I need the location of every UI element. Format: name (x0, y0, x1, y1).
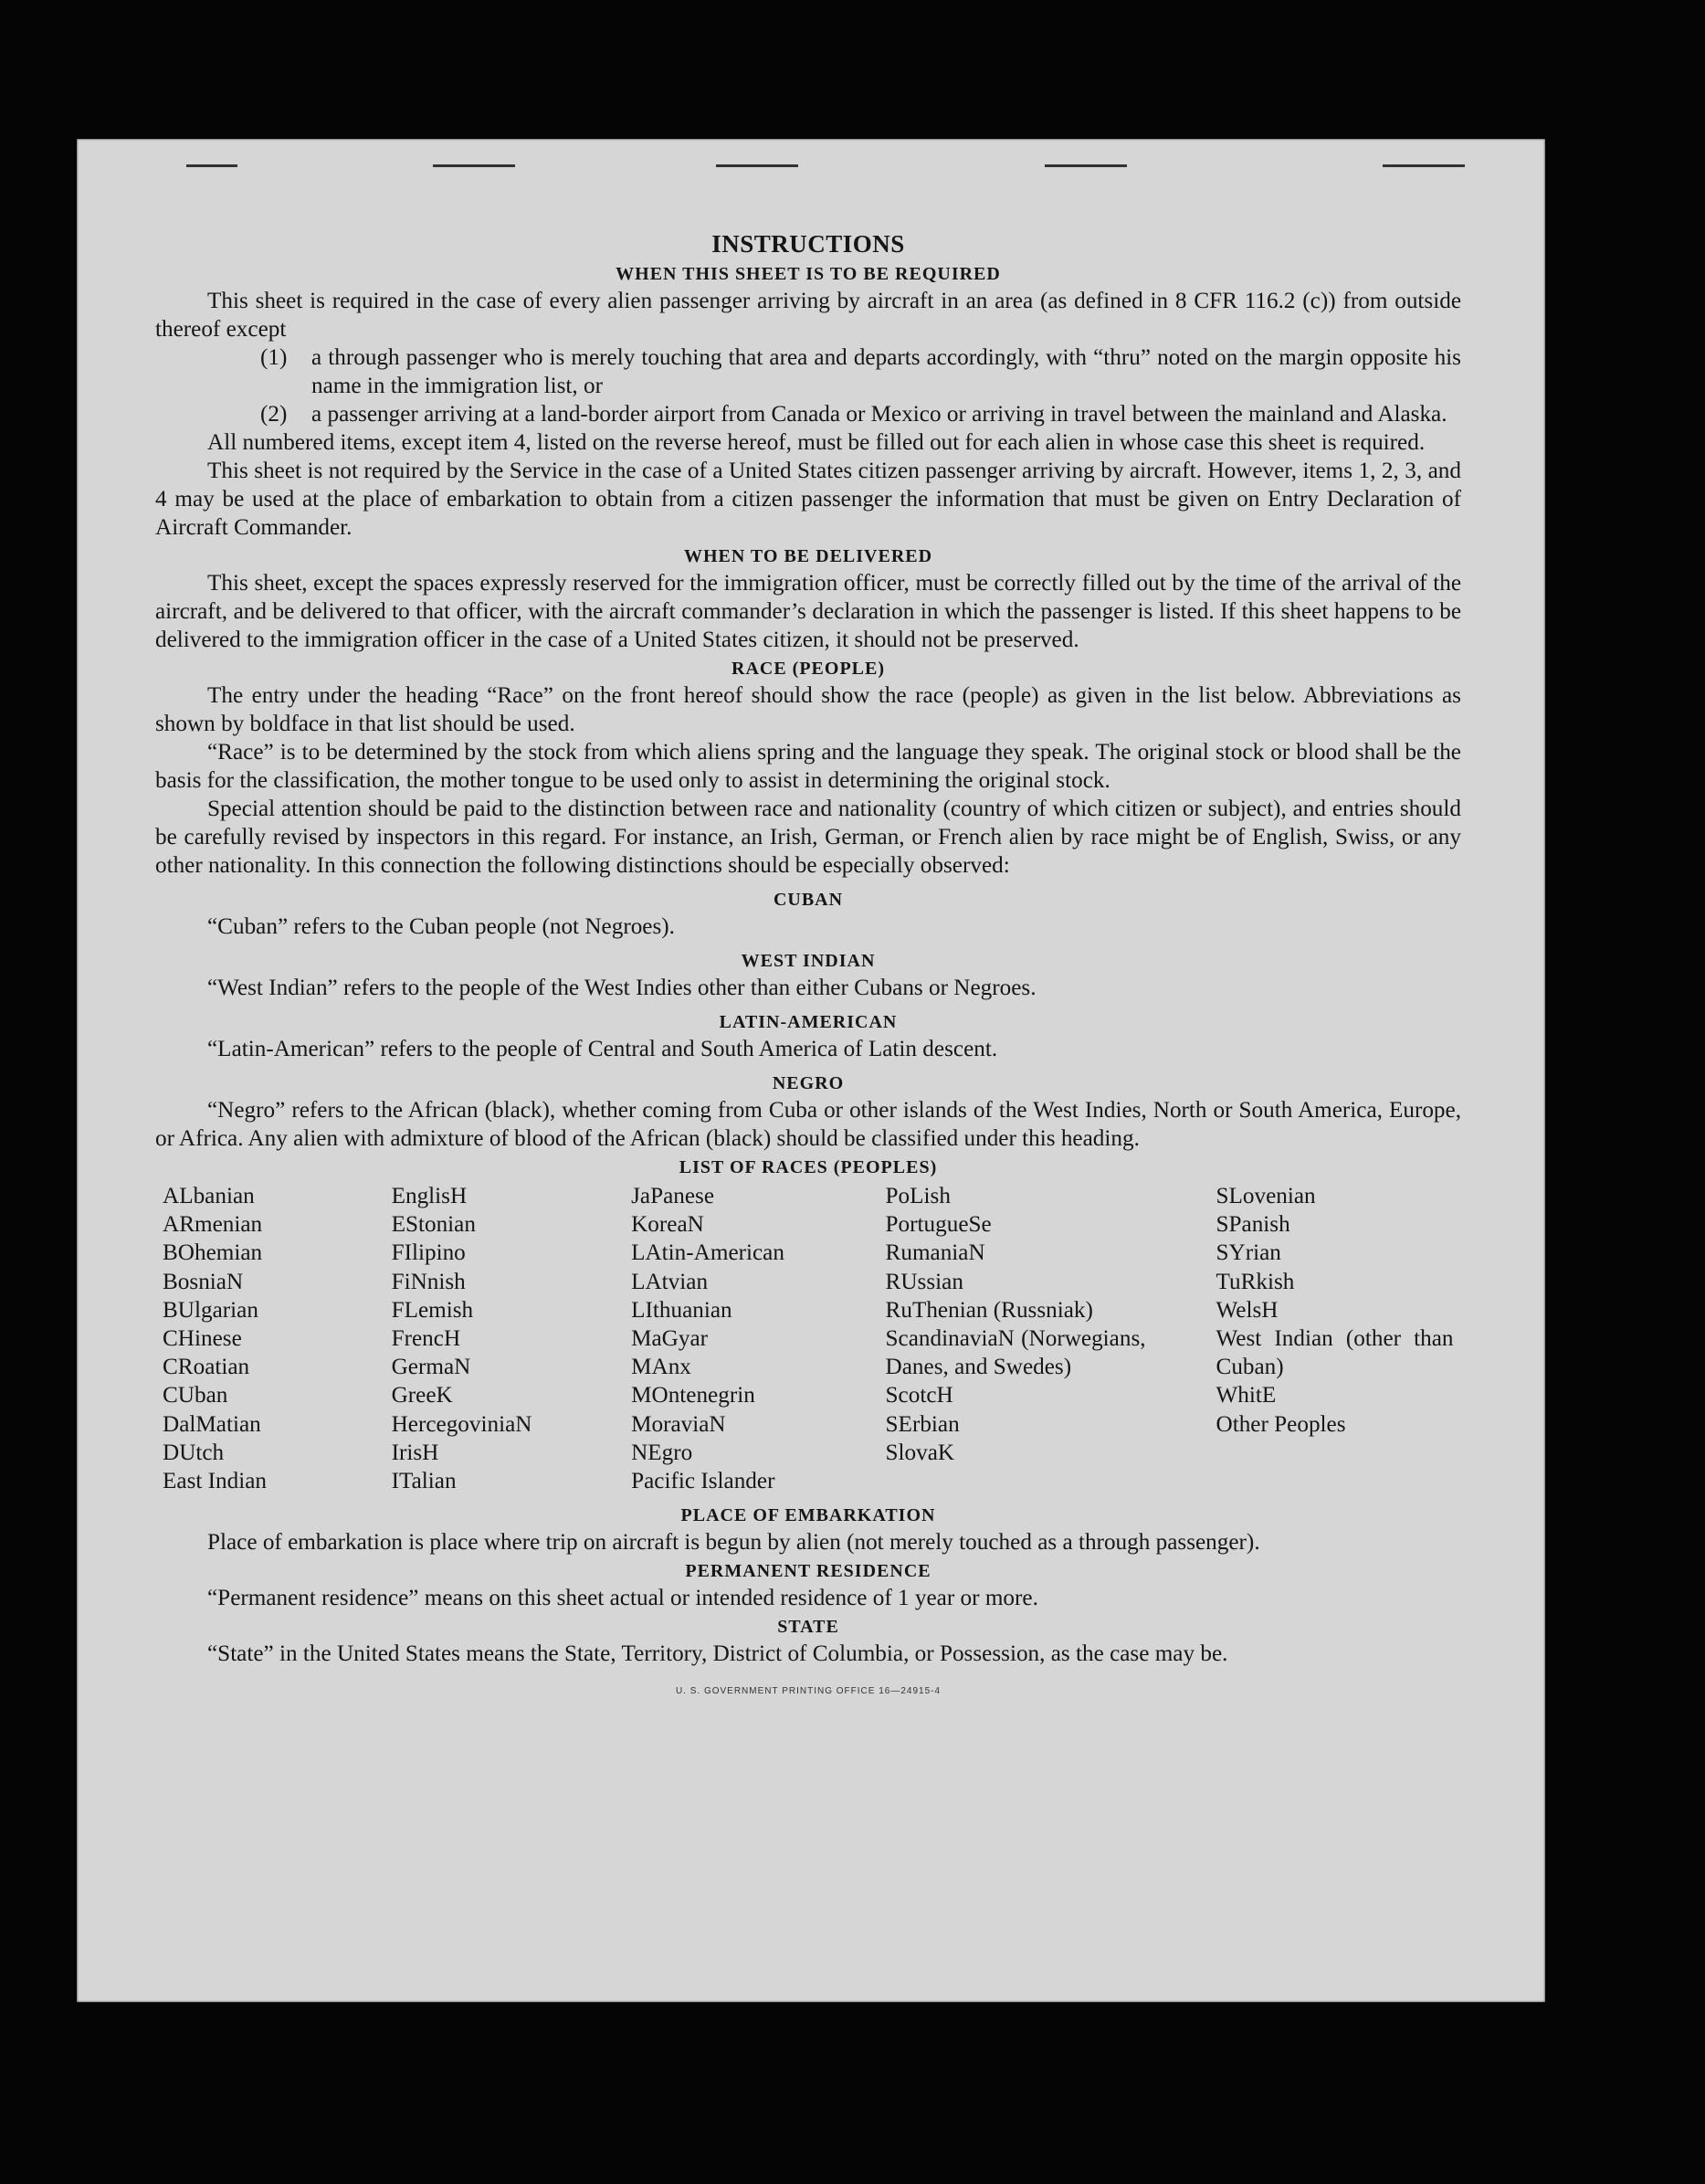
race-entry: FLemish (391, 1297, 474, 1323)
paragraph: Special attention should be paid to the distinction between race and nationality (country of which citizen or subject), and entries should be carefully revised by inspectors in this regard. For instance, an Irish, German, or French alien by race might be of English, Swiss, or any other nationality. In this connection the following distinctions should be especially observed: (155, 797, 1461, 878)
race-entry: NEgro (631, 1440, 693, 1465)
punch-mark (716, 164, 798, 173)
printer-imprint: U. S. GOVERNMENT PRINTING OFFICE 16—24915-4 (675, 1686, 942, 1697)
document-sheet (77, 139, 1545, 2002)
paragraph: “West Indian” refers to the people of the West Indies other than either Cubans or Negroes. (207, 976, 1037, 1000)
race-entry: MaGyar (631, 1326, 709, 1352)
heading-list-of-races: LIST OF RACES (PEOPLES) (679, 1157, 938, 1177)
race-entry: SErbian (885, 1411, 960, 1437)
race-entry: SPanish (1216, 1212, 1290, 1238)
race-entry: West Indian (other than Cuban) (1216, 1326, 1454, 1380)
punch-mark (1383, 164, 1465, 173)
race-entry: TuRkish (1216, 1269, 1295, 1294)
paragraph: Place of embarkation is place where trip on aircraft is begun by alien (not merely touched as a through passenger). (207, 1530, 1260, 1556)
paragraph: “Latin-American” refers to the people of Central and South America of Latin descent. (207, 1037, 998, 1061)
race-entry: DalMatian (163, 1411, 261, 1437)
race-entry: LIthuanian (631, 1297, 732, 1323)
punch-mark (186, 164, 237, 173)
race-entry: FiNnish (391, 1269, 466, 1294)
race-entry: FrencH (391, 1326, 461, 1352)
punch-marks (77, 164, 1545, 183)
race-entry: EnglisH (391, 1184, 468, 1208)
race-column (1216, 1182, 1461, 1495)
race-entry: JaPanese (631, 1184, 715, 1208)
race-entry: MOntenegrin (631, 1383, 755, 1409)
document-title: INSTRUCTIONS (711, 230, 905, 258)
race-entry: LAtvian (631, 1269, 709, 1294)
item-text: a passenger arriving at a land-border airport from Canada or Mexico or arriving in travel between the mainland and Alaska. (311, 402, 1447, 427)
race-entry: PortugueSe (885, 1212, 992, 1238)
race-entry: GermaN (391, 1355, 471, 1380)
race-entry: SLovenian (1216, 1184, 1316, 1208)
race-list (163, 1182, 1461, 1495)
item-text: a through passenger who is merely touching that area and departs accordingly, with “thru” noted on the margin opposite his name in the immigration list, or (311, 345, 1461, 398)
heading-latin-american: LATIN-AMERICAN (719, 1012, 898, 1032)
numbered-item (260, 400, 1461, 428)
race-entry: Other Peoples (1216, 1411, 1346, 1437)
heading-state: STATE (777, 1617, 839, 1638)
race-entry: WelsH (1216, 1297, 1279, 1323)
heading-embarkation: PLACE OF EMBARKATION (680, 1505, 936, 1526)
race-entry: IrisH (391, 1440, 439, 1465)
race-entry: MAnx (631, 1355, 691, 1380)
race-column (631, 1182, 885, 1495)
punch-mark (433, 164, 515, 173)
race-entry: MoraviaN (631, 1411, 726, 1437)
race-entry: CUban (163, 1383, 228, 1409)
paragraph: This sheet, except the spaces expressly reserved for the immigration officer, must be correctly filled out by the time of the arrival of the aircraft, and be delivered to that officer, with the aircraft commander’s declaration in which the passenger is listed. If this sheet happens to be delivered to the immigration officer in the case of a United States citizen, it should not be preserved. (155, 571, 1461, 652)
item-number: (1) (260, 345, 288, 370)
heading-cuban: CUBAN (773, 890, 844, 910)
race-column (392, 1182, 632, 1495)
race-entry: DUtch (163, 1440, 225, 1465)
race-entry: BOhemian (163, 1240, 263, 1266)
race-entry: CHinese (163, 1326, 242, 1352)
paragraph: This sheet is not required by the Service in the case of a United States citizen passenger arriving by aircraft. However, items 1, 2, 3, and 4 may be used at the place of embarkation to obtain from a citizen passenger the information that must be given on Entry Declaration of Aircraft Commander. (155, 459, 1461, 540)
heading-race: RACE (PEOPLE) (731, 659, 885, 679)
race-entry: GreeK (391, 1383, 453, 1409)
race-entry: BUlgarian (163, 1297, 258, 1323)
paragraph: “Race” is to be determined by the stock from which aliens spring and the language they speak. The original stock or blood shall be the basis for the classification, the mother tongue to be used only to assist in determining the original stock. (155, 740, 1461, 793)
race-entry: ARmenian (163, 1212, 263, 1238)
heading-permanent-residence: PERMANENT RESIDENCE (685, 1561, 931, 1582)
race-entry: RumaniaN (885, 1240, 985, 1266)
paragraph: All numbered items, except item 4, listed on the reverse hereof, must be filled out for each alien in whose case this sheet is required. (207, 430, 1426, 455)
paragraph: “Negro” refers to the African (black), whether coming from Cuba or other islands of the West Indies, North or South America, Europe, or Africa. Any alien with admixture of blood of the African (black) should be classified under this heading. (155, 1098, 1461, 1151)
document-body (155, 228, 1461, 1705)
heading-required: WHEN THIS SHEET IS TO BE REQUIRED (616, 264, 1001, 284)
race-entry: RUssian (885, 1269, 963, 1294)
race-entry: ScotcH (885, 1383, 953, 1409)
race-entry: PoLish (885, 1184, 951, 1208)
heading-west-indian: WEST INDIAN (741, 951, 876, 971)
item-number: (2) (260, 402, 288, 427)
race-entry: Pacific Islander (631, 1469, 775, 1494)
paragraph: The entry under the heading “Race” on the front hereof should show the race (people) as given in the list below. Abbreviations as shown by boldface in that list should be used. (155, 683, 1461, 736)
paragraph: This sheet is required in the case of every alien passenger arriving by aircraft in an area (as defined in 8 CFR 116.2 (c)) from outside thereof except (155, 289, 1461, 342)
race-entry: FIlipino (391, 1240, 466, 1266)
race-entry: RuThenian (Russniak) (885, 1297, 1093, 1323)
race-entry: SlovaK (885, 1440, 955, 1465)
heading-delivered: WHEN TO BE DELIVERED (683, 546, 933, 566)
race-column (886, 1182, 1216, 1495)
numbered-item (260, 343, 1461, 400)
race-entry: CRoatian (163, 1355, 250, 1380)
race-entry: KoreaN (631, 1212, 704, 1238)
race-column (163, 1182, 392, 1495)
race-entry: WhitE (1216, 1383, 1277, 1409)
paragraph: “Cuban” refers to the Cuban people (not Negroes). (207, 914, 675, 939)
race-entry: ScandinaviaN (Norwegians, Danes, and Swedes) (885, 1326, 1146, 1380)
race-entry: SYrian (1216, 1240, 1281, 1266)
race-entry: HercegoviniaN (391, 1411, 532, 1437)
paragraph: “State” in the United States means the State, Territory, District of Columbia, or Possession, as the case may be. (207, 1641, 1228, 1667)
race-entry: East Indian (163, 1469, 268, 1494)
paragraph: “Permanent residence” means on this sheet actual or intended residence of 1 year or more. (207, 1586, 1038, 1611)
race-entry: BosniaN (163, 1269, 244, 1294)
race-entry: ITalian (391, 1469, 457, 1494)
race-entry: EStonian (391, 1212, 476, 1238)
race-entry: ALbanian (163, 1184, 255, 1208)
heading-negro: NEGRO (772, 1073, 845, 1093)
punch-mark (1045, 164, 1127, 173)
race-entry: LAtin-American (631, 1240, 784, 1266)
